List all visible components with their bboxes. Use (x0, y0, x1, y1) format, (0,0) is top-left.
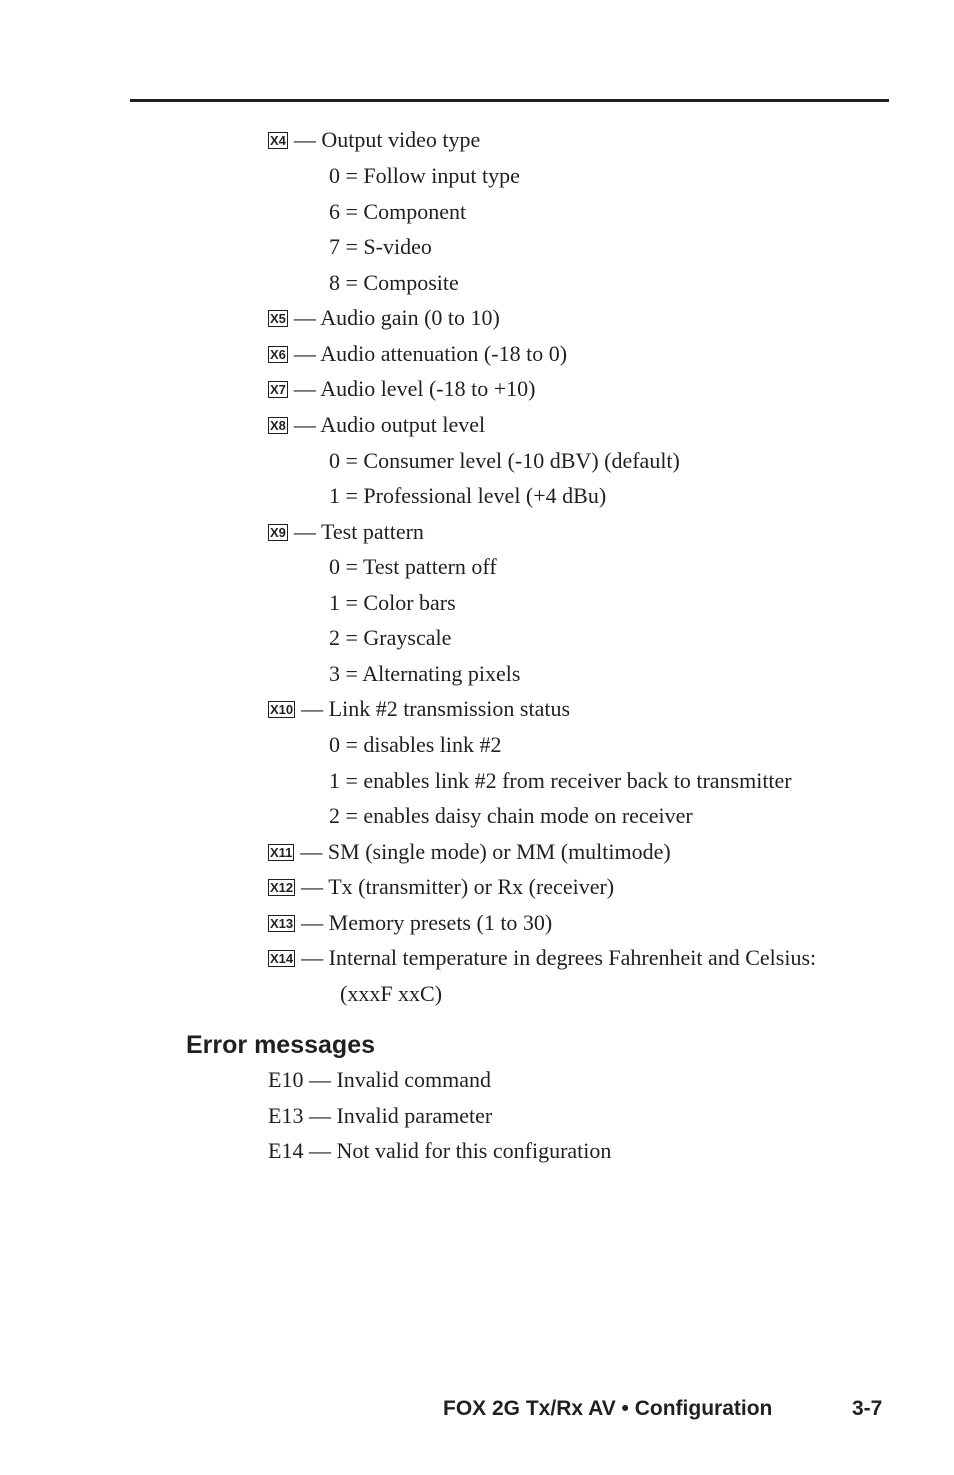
option-item: 8 = Composite (329, 270, 459, 295)
param-x5 (268, 305, 500, 331)
param-x9 (268, 519, 424, 545)
option-item: 1 = enables link #2 from receiver back to transmitter (329, 768, 792, 793)
param-x4 (268, 127, 480, 153)
param-tag: X7 (270, 382, 286, 397)
option-item: 1 = Color bars (329, 590, 456, 615)
param-label: — Tx (transmitter) or Rx (receiver) (301, 874, 615, 899)
param-label: — Internal temperature in degrees Fahrenheit and Celsius: (301, 945, 817, 970)
param-tag: X10 (270, 702, 294, 717)
param-continuation: (xxxF xxC) (340, 981, 443, 1006)
option-item: 1 = Professional level (+4 dBu) (329, 483, 607, 508)
param-tag: X8 (270, 418, 286, 433)
option-item: 2 = Grayscale (329, 625, 452, 650)
param-tag: X14 (270, 951, 294, 966)
error-message: E10 — Invalid command (268, 1067, 492, 1092)
param-x12 (268, 874, 614, 900)
param-tag: X9 (270, 525, 286, 540)
param-label: — Audio level (-18 to +10) (293, 376, 536, 401)
param-x6 (268, 341, 567, 367)
param-label: — Audio output level (293, 412, 486, 437)
option-item: 3 = Alternating pixels (329, 661, 521, 686)
param-label: — Output video type (293, 127, 481, 152)
param-x14 (268, 945, 816, 971)
param-label: — Audio attenuation (-18 to 0) (293, 341, 568, 366)
param-label: — Link #2 transmission status (301, 696, 571, 721)
param-tag: X11 (270, 845, 293, 860)
header-rule (130, 99, 889, 102)
param-tag: X6 (270, 347, 286, 362)
footer-title: FOX 2G Tx/Rx AV • Configuration (443, 1397, 773, 1420)
param-tag: X4 (270, 133, 286, 148)
option-item: 0 = disables link #2 (329, 732, 502, 757)
option-item: 2 = enables daisy chain mode on receiver (329, 803, 693, 828)
option-item: 0 = Consumer level (-10 dBV) (default) (329, 448, 680, 473)
param-label: — SM (single mode) or MM (multimode) (300, 839, 671, 864)
param-tag: X12 (270, 880, 294, 895)
param-tag: X13 (270, 916, 294, 931)
param-x11 (268, 839, 671, 865)
param-label: — Memory presets (1 to 30) (301, 910, 553, 935)
param-x10 (268, 696, 570, 722)
param-label: — Test pattern (293, 519, 424, 544)
page-number: 3-7 (852, 1397, 883, 1420)
param-label: — Audio gain (0 to 10) (293, 305, 500, 330)
error-message: E14 — Not valid for this configuration (268, 1138, 612, 1163)
param-tag: X5 (270, 311, 286, 326)
option-item: 7 = S-video (329, 234, 432, 259)
param-x8 (268, 412, 485, 438)
option-item: 0 = Follow input type (329, 163, 520, 188)
option-item: 6 = Component (329, 199, 467, 224)
section-heading: Error messages (186, 1031, 376, 1059)
option-item: 0 = Test pattern off (329, 554, 497, 579)
param-x7 (268, 376, 535, 402)
error-message: E13 — Invalid parameter (268, 1103, 493, 1128)
param-x13 (268, 910, 552, 936)
